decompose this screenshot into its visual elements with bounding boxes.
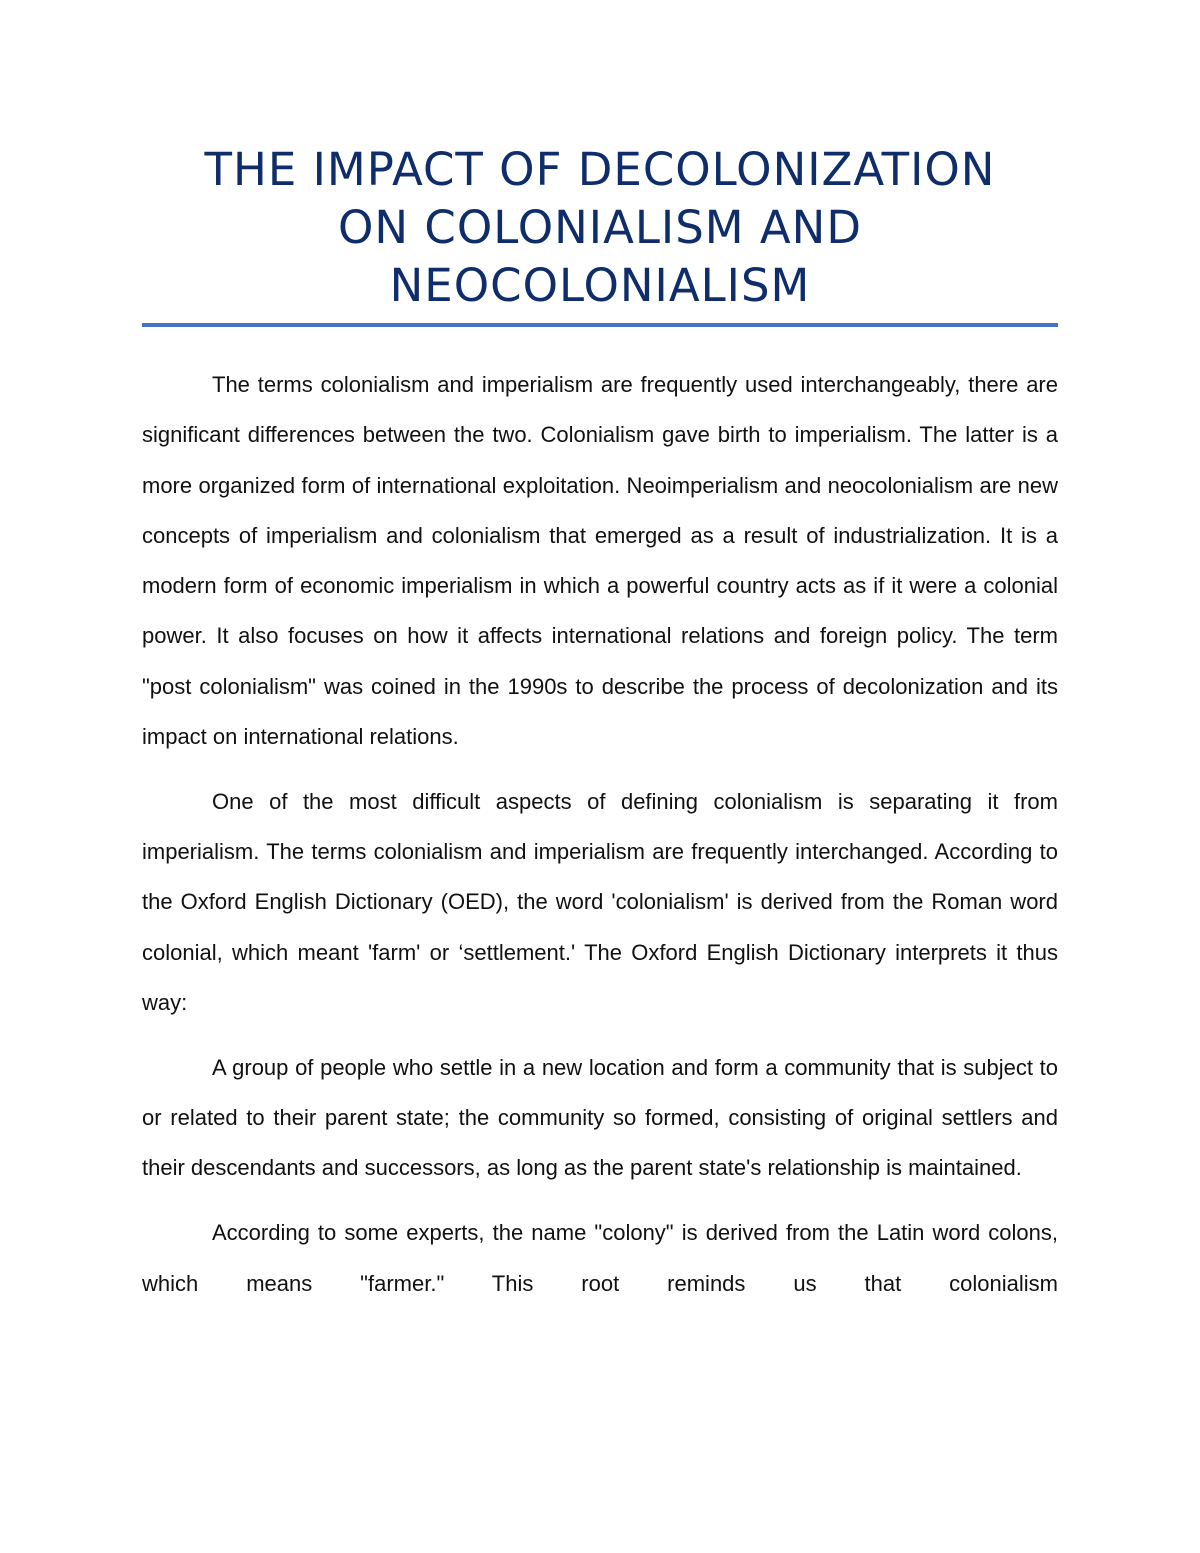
title-underline-rule — [142, 323, 1058, 327]
paragraph-2: One of the most difficult aspects of defining colonialism is separating it from imperialism. The terms colonialism and imperialism are frequently interchanged. According to the Oxford English Dictionary (OED), the word 'colonialism' is derived from the Roman word colonial, which meant 'farm' or ‘settlement.' The Oxford English Dictionary interprets it thus way: — [142, 788, 1058, 1016]
paragraph-1: The terms colonialism and imperialism are frequently used interchangeably, there are significant differences between the two. Colonialism gave birth to imperialism. The latter is a more organized form of international exploitation. Neoimperialism and neocolonialism are new concepts of imperialism and colonialism that emerged as a result of industrialization. It is a modern form of economic imperialism in which a powerful country acts as if it were a colonial power. It also focuses on how it affects international relations and foreign policy. The term "post colonialism" was coined in the 1990s to describe the process of decolonization and its impact on international relations. — [142, 372, 1058, 750]
title-line-3: NEOCOLONIALISM — [389, 259, 811, 312]
title-line-1: THE IMPACT OF DECOLONIZATION — [204, 143, 996, 196]
document-title — [142, 141, 1058, 315]
title-line-2: ON COLONIALISM AND — [338, 201, 862, 254]
paragraph-3-quotation: A group of people who settle in a new location and form a community that is subject to or related to their parent state; the community so formed, consisting of original settlers and their descendants and successors, as long as the parent state's relationship is maintained. — [142, 1054, 1058, 1181]
document-body — [142, 360, 1058, 1309]
paragraph-4: According to some experts, the name "colony" is derived from the Latin word colons, which means "farmer." This root reminds us that colonialism — [142, 1220, 1058, 1296]
